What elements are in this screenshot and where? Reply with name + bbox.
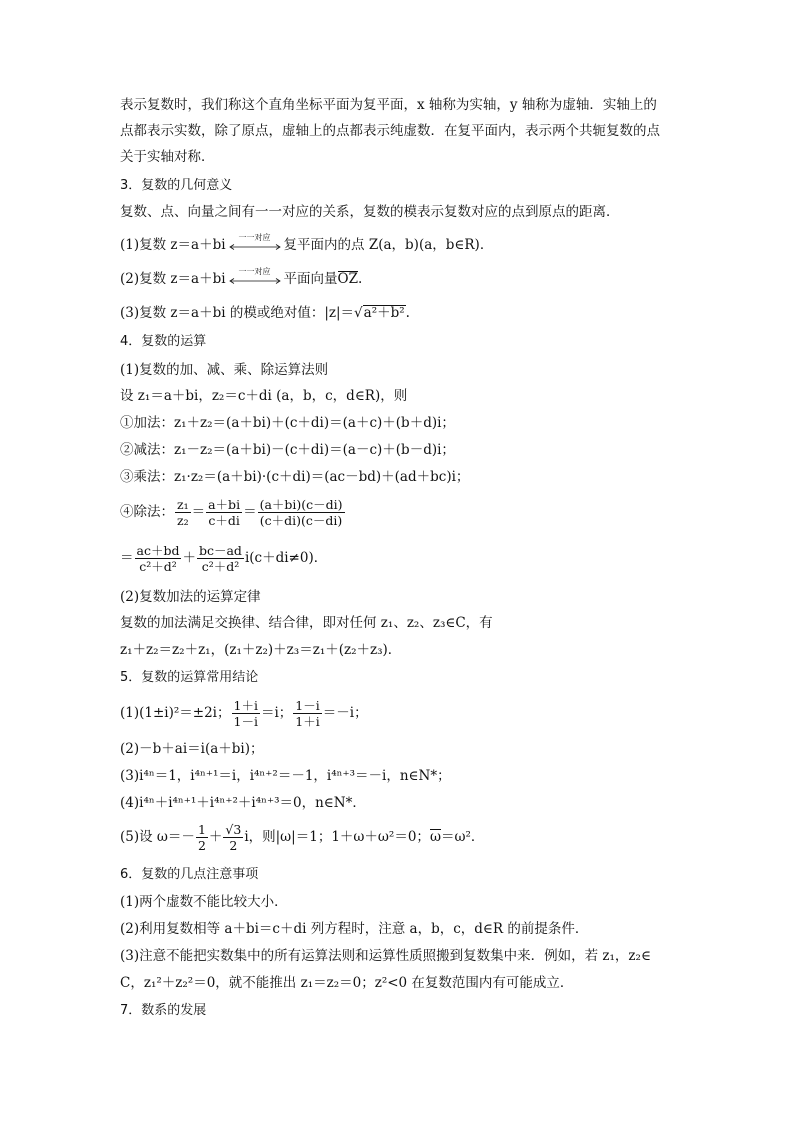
formula-text: (1)(1±i)²＝±2i； <box>120 705 231 721</box>
arrow-label: 一一对应 <box>238 266 271 276</box>
paragraph-line: (2)利用复数相等 a＋bi＝c＋di 列方程时，注意 a，b，c，d∈R 的前提条件． <box>120 921 589 937</box>
formula-line <box>120 698 368 729</box>
formula-text: (2)复数 z＝a＋bi <box>120 271 226 287</box>
section-heading-3: 3．复数的几何意义 <box>120 178 233 193</box>
fraction: $\frac{1}{2}$ <box>197 822 206 853</box>
paragraph-line: 表示复数时，我们称这个直角坐标平面为复平面，x 轴称为实轴，y 轴称为虚轴．实轴上的 <box>120 97 657 113</box>
formula-line: (2)－b＋ai＝i(a＋bi)； <box>120 741 264 757</box>
formula-text: i，则|ω|＝1；1＋ω＋ω²＝0； <box>244 829 430 845</box>
paragraph-line: 复数、点、向量之间有一一对应的关系，复数的模表示复数对应的点到原点的距离． <box>120 204 620 220</box>
formula-text: 平面向量 <box>283 271 338 287</box>
division-formula: ＝ $\frac{ac+bd}{\text{c²＋d²}}$ ＋ $\frac{bc-ad}{\text{c²＋d²}}$ i(c＋di≠0)． <box>120 543 328 574</box>
sqrt-expression: a²＋b² <box>363 305 405 321</box>
paragraph-line: 关于实轴对称． <box>120 149 215 165</box>
paragraph-line: (1)两个虚数不能比较大小． <box>120 894 288 910</box>
formula-line: z₁＋z₂＝z₂＋z₁，(z₁＋z₂)＋z₃＝z₁＋(z₂＋z₃)． <box>120 642 402 658</box>
fraction: $\frac{bc-ad}{\text{c²＋d²}}$ <box>198 543 242 574</box>
arrow-label: 一一对应 <box>238 232 271 242</box>
fraction: $\frac{1+i}{1-i}$ <box>233 698 258 729</box>
fraction: $\frac{√3}{2}$ <box>225 822 242 853</box>
double-arrow-icon <box>228 266 282 287</box>
formula-text: ＝－i； <box>322 705 368 721</box>
fraction: $\frac{1-i}{1+i}$ <box>295 698 320 729</box>
formula-text: 复平面内的点 Z(a，b)(a，b∈R)． <box>283 237 494 253</box>
formula-line: ③乘法：z₁·z₂＝(a＋bi)·(c＋di)＝(ac－bd)＋(ad＋bc)i； <box>120 469 470 485</box>
formula-text: ＝i； <box>260 705 293 721</box>
formula-line <box>120 232 494 254</box>
formula-text: i(c＋di≠0)． <box>244 550 328 566</box>
paragraph-line: (1)复数的加、减、乘、除运算法则 <box>120 362 329 378</box>
paragraph-line: 复数的加法满足交换律、结合律，即对任何 z₁、z₂、z₃∈C，有 <box>120 615 493 631</box>
formula-line: (2)复数 z＝a＋bi 一一对应 平面向量OZ. <box>120 266 363 287</box>
formula-line: (4)i⁴ⁿ＋i⁴ⁿ⁺¹＋i⁴ⁿ⁺²＋i⁴ⁿ⁺³＝0，n∈N*． <box>120 795 366 811</box>
formula-line: ①加法：z₁＋z₂＝(a＋bi)＋(c＋di)＝(a＋c)＋(b＋d)i； <box>120 415 455 431</box>
double-arrow-icon <box>228 232 282 253</box>
section-heading-7: 7．数系的发展 <box>120 1003 207 1018</box>
paragraph-line: 设 z₁＝a＋bi，z₂＝c＋di (a，b，c，d∈R)，则 <box>120 388 408 404</box>
formula-text: ④除法： <box>120 504 174 520</box>
formula-text: (5)设 ω＝－ <box>120 829 195 845</box>
vector-oz: OZ <box>337 271 358 287</box>
formula-text: (1)复数 z＝a＋bi <box>120 237 226 253</box>
section-heading-5: 5．复数的运算常用结论 <box>120 670 259 685</box>
formula-line: (3)i⁴ⁿ＝1，i⁴ⁿ⁺¹＝i，i⁴ⁿ⁺²＝－1，i⁴ⁿ⁺³＝－i，n∈N*； <box>120 768 451 784</box>
fraction: $\frac{(a+bi)(c-di)}{(c+di)(c-di)}$ <box>259 497 343 528</box>
division-formula: ④除法： $\frac{\text{z₁}}{\text{z₂}}$ ＝ $\frac{a+bi}{c+di}$ ＝ $\frac{(a+bi)(c-di)}{(c+di)(c-di)}$ <box>120 497 343 528</box>
formula-text: ＝ω²． <box>440 829 485 845</box>
fraction: $\frac{ac+bd}{\text{c²＋d²}}$ <box>136 543 180 574</box>
paragraph-line: 点都表示实数，除了原点，虚轴上的点都表示纯虚数．在复平面内，表示两个共轭复数的点 <box>120 123 660 139</box>
fraction: $\frac{\text{z₁}}{\text{z₂}}$ <box>177 497 189 528</box>
section-heading-4: 4．复数的运算 <box>120 334 207 349</box>
conjugate-omega: ω <box>429 829 441 845</box>
formula-line: (3)复数 z＝a＋bi 的模或绝对值：|z|＝√a²＋b². <box>120 305 410 321</box>
paragraph-line: (2)复数加法的运算定律 <box>120 589 261 605</box>
formula-line: ②减法：z₁－z₂＝(a＋bi)－(c＋di)＝(a－c)＋(b－d)i； <box>120 442 455 458</box>
section-heading-6: 6．复数的几点注意事项 <box>120 867 259 882</box>
fraction: $\frac{a+bi}{c+di}$ <box>208 497 241 528</box>
formula-text: (3)复数 z＝a＋bi 的模或绝对值：|z|＝ <box>120 305 355 321</box>
paragraph-line: (3)注意不能把实数集中的所有运算法则和运算性质照搬到复数集中来．例如，若 z₁，z₂∈ <box>120 948 651 964</box>
paragraph-line: C，z₁²＋z₂²＝0，就不能推出 z₁＝z₂＝0；z²<0 在复数范围内有可能成立． <box>120 975 574 991</box>
formula-line: (5)设 ω＝－ $\frac{1}{2}$ ＋ $\frac{√3}{2}$ i，则|ω|＝1；1＋ω＋ω²＝0；ω＝ω²． <box>120 822 485 853</box>
